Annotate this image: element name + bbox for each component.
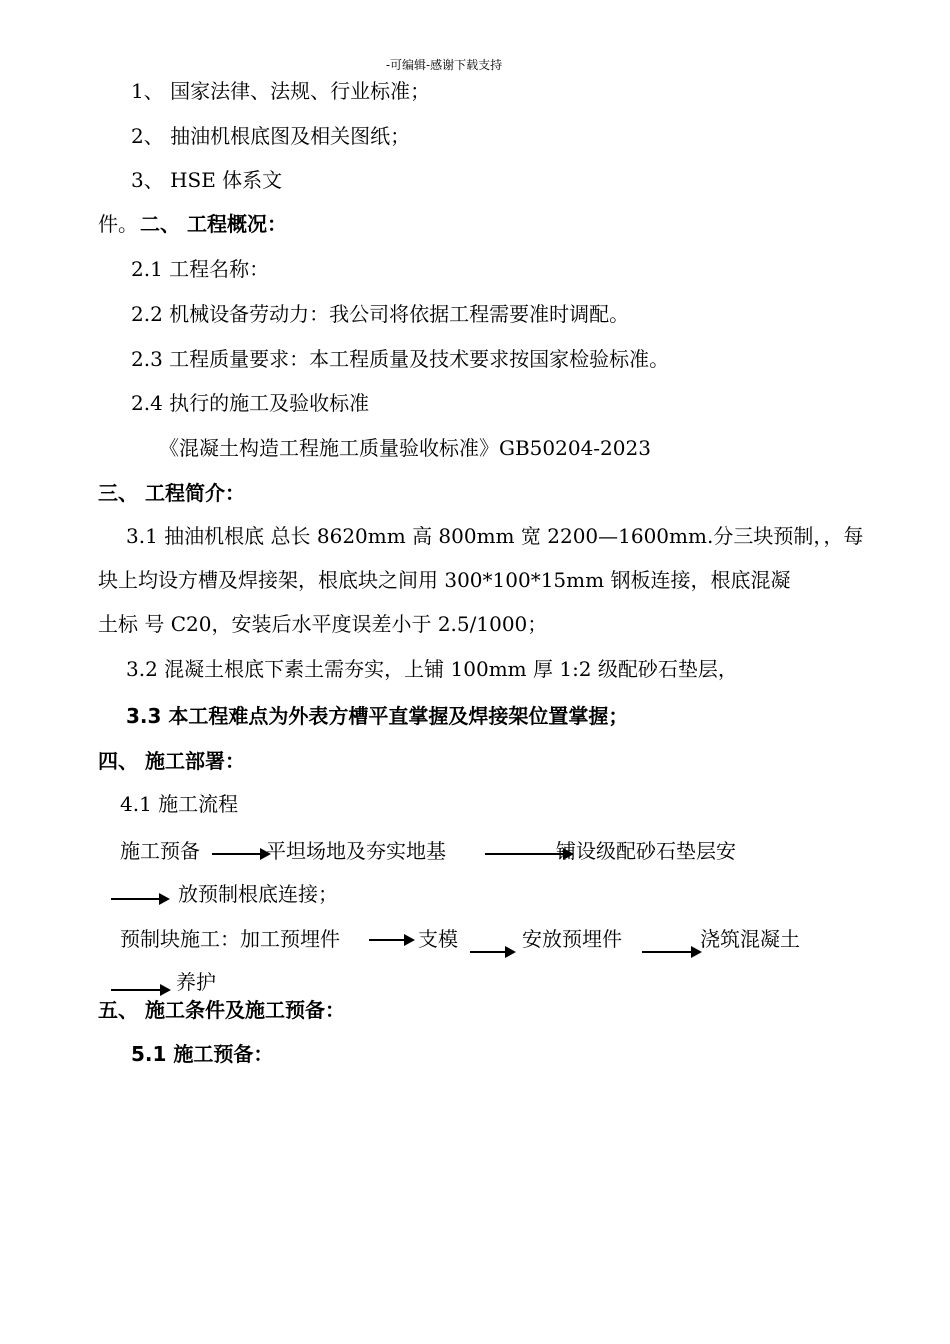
basis-item-3: 3、 HSE 体系文	[131, 168, 283, 192]
section-3-3: 3.3 本工程难点为外表方槽平直掌握及焊接架位置掌握；	[126, 704, 629, 728]
flow-step-lay-gravel: 铺设级配砂石垫层安	[556, 839, 736, 863]
section-4-heading: 四、 施工部署：	[98, 749, 245, 773]
section-2-2: 2.2 机械设备劳动力：我公司将依据工程需要准时调配。	[131, 302, 630, 326]
section-5-heading: 五、 施工条件及施工预备：	[98, 998, 345, 1022]
section-2-4: 2.4 执行的施工及验收标准	[131, 391, 370, 415]
flow-arrow-icon	[470, 945, 516, 959]
flow2-label: 预制块施工：加工预埋件	[120, 927, 340, 951]
flow-step-level-site: 平坦场地及夯实地基	[266, 839, 446, 863]
flow2-step-embed: 安放预埋件	[522, 927, 622, 951]
section-3-1-line-3: 土标 号 C20，安装后水平度误差小于 2.5/1000；	[98, 612, 548, 636]
section-4-1: 4.1 施工流程	[120, 792, 239, 816]
section-2-3: 2.3 工程质量要求：本工程质量及技术要求按国家检验标准。	[131, 347, 670, 371]
section-3-2: 3.2 混凝土根底下素土需夯实，上铺 100mm 厚 1:2 级配砂石垫层，	[126, 657, 738, 681]
basis-item-2: 2、 抽油机根底图及相关图纸；	[131, 124, 411, 148]
flow-arrow-icon	[212, 847, 270, 861]
section-3-heading: 三、 工程简介：	[98, 481, 245, 505]
flow2-step-pour: 浇筑混凝土	[700, 927, 800, 951]
flow-arrow-icon	[642, 945, 702, 959]
flow2-step-formwork: 支模	[418, 927, 458, 951]
flow-step-place-foundation: 放预制根底连接；	[178, 882, 338, 906]
flow-arrow-icon	[111, 983, 171, 997]
basis-item-1: 1、 国家法律、法规、行业标准；	[131, 79, 431, 103]
page-header-note: -可编辑-感谢下载支持	[386, 58, 503, 72]
basis-item-3-continuation: 件。	[98, 212, 138, 236]
section-5-1: 5.1 施工预备：	[131, 1042, 274, 1066]
section-2-4-standard: 《混凝土构造工程施工质量验收标准》GB50204-2023	[159, 436, 651, 460]
section-3-1-line-1: 3.1 抽油机根底 总长 8620mm 高 800mm 宽 2200—1600mm.分三块预制，，每	[126, 524, 864, 548]
flow-arrow-icon	[369, 933, 415, 947]
flow-arrow-icon	[111, 892, 170, 906]
section-2-heading: 二、 工程概况：	[140, 212, 287, 236]
section-2-1: 2.1 工程名称：	[131, 257, 270, 281]
flow-step-prepare: 施工预备	[120, 839, 200, 863]
flow2-step-cure: 养护	[176, 970, 216, 994]
section-3-1-line-2: 块上均设方槽及焊接架，根底块之间用 300*100*15mm 钢板连接，根底混凝	[98, 568, 791, 592]
